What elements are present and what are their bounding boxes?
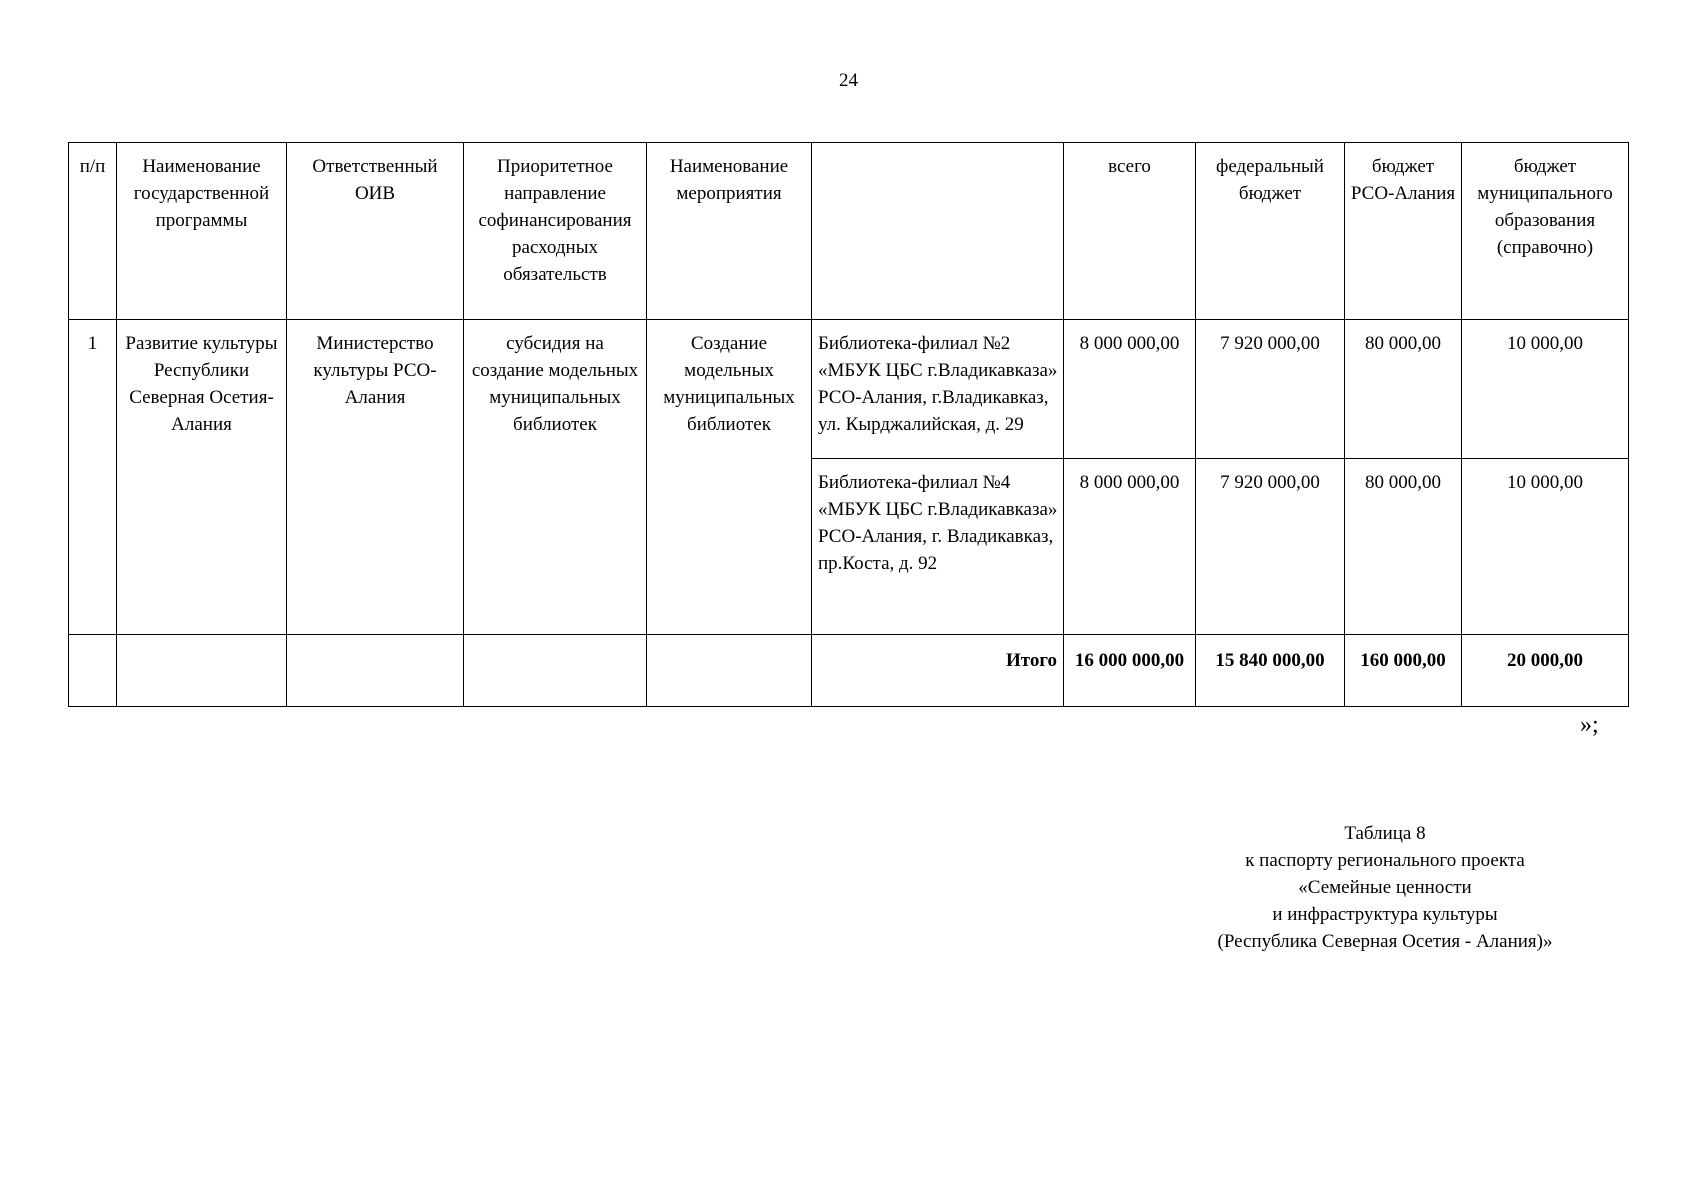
totals-municipal: 20 000,00 bbox=[1462, 635, 1629, 707]
empty-cell bbox=[287, 635, 464, 707]
cell-object-name: Библиотека-филиал №2 «МБУК ЦБС г.Владикавказа» РСО-Алания, г.Владикавказ, ул. Кырджалийская, д. 29 bbox=[812, 320, 1064, 459]
cell-municipal: 10 000,00 bbox=[1462, 320, 1629, 459]
cell-event: Создание модельных муниципальных библиотек bbox=[647, 320, 812, 635]
budget-table bbox=[68, 142, 1629, 707]
totals-row bbox=[69, 635, 1629, 707]
caption-line: и инфраструктура культуры bbox=[1272, 904, 1498, 925]
empty-cell bbox=[69, 635, 117, 707]
cell-regional: 80 000,00 bbox=[1345, 459, 1462, 635]
totals-federal: 15 840 000,00 bbox=[1196, 635, 1345, 707]
caption-line: «Семейные ценности bbox=[1298, 877, 1472, 898]
totals-label: Итого bbox=[812, 635, 1064, 707]
table-caption bbox=[1150, 820, 1620, 955]
header-cell-municipal: бюджет муниципального образования (справочно) bbox=[1462, 143, 1629, 320]
totals-regional: 160 000,00 bbox=[1345, 635, 1462, 707]
cell-responsible: Министерство культуры РСО-Алания bbox=[287, 320, 464, 635]
header-cell-event: Наименование мероприятия bbox=[647, 143, 812, 320]
header-cell-direction: Приоритетное направление софинансирования расходных обязательств bbox=[464, 143, 647, 320]
cell-direction: субсидия на создание модельных муниципальных библиотек bbox=[464, 320, 647, 635]
cell-row-number: 1 bbox=[69, 320, 117, 635]
cell-total: 8 000 000,00 bbox=[1064, 320, 1196, 459]
header-cell-object bbox=[812, 143, 1064, 320]
cell-object-name: Библиотека-филиал №4 «МБУК ЦБС г.Владикавказа» РСО-Алания, г. Владикавказ, пр.Коста, д. 92 bbox=[812, 459, 1064, 635]
header-cell-federal: федеральный бюджет bbox=[1196, 143, 1345, 320]
empty-cell bbox=[464, 635, 647, 707]
closing-quote-mark: »; bbox=[1580, 712, 1599, 738]
caption-line: к паспорту регионального проекта bbox=[1245, 850, 1525, 871]
cell-federal: 7 920 000,00 bbox=[1196, 320, 1345, 459]
cell-total: 8 000 000,00 bbox=[1064, 459, 1196, 635]
cell-program: Развитие культуры Республики Северная Осетия-Алания bbox=[117, 320, 287, 635]
cell-municipal: 10 000,00 bbox=[1462, 459, 1629, 635]
header-cell-program: Наименование государственной программы bbox=[117, 143, 287, 320]
empty-cell bbox=[117, 635, 287, 707]
empty-cell bbox=[647, 635, 812, 707]
header-cell-total: всего bbox=[1064, 143, 1196, 320]
page-number: 24 bbox=[839, 70, 858, 91]
header-cell-regional: бюджет РСО-Алания bbox=[1345, 143, 1462, 320]
cell-regional: 80 000,00 bbox=[1345, 320, 1462, 459]
totals-total: 16 000 000,00 bbox=[1064, 635, 1196, 707]
header-cell-responsible: Ответственный ОИВ bbox=[287, 143, 464, 320]
caption-line: (Республика Северная Осетия - Алания)» bbox=[1217, 931, 1553, 952]
header-cell-num: п/п bbox=[69, 143, 117, 320]
table-header-row bbox=[69, 143, 1629, 320]
cell-federal: 7 920 000,00 bbox=[1196, 459, 1345, 635]
table-row bbox=[69, 320, 1629, 459]
caption-line: Таблица 8 bbox=[1344, 823, 1426, 844]
